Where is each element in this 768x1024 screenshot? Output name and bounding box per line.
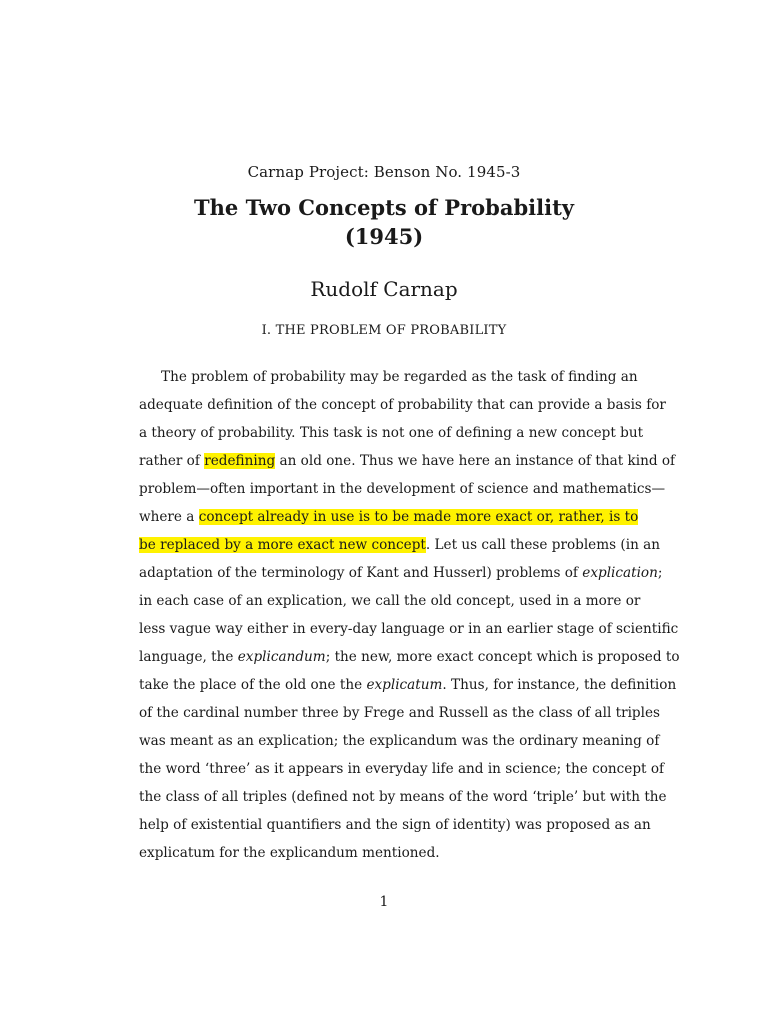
- title-line-2: (1945): [344, 224, 424, 249]
- text-line: [139, 503, 639, 531]
- text-line: adequate definition of the concept of probability that can provide a basis for: [139, 397, 666, 413]
- highlight-annotation[interactable]: concept already in use is to be made more exact or, rather, is to: [198, 509, 639, 525]
- paper-title: [0, 193, 768, 251]
- section-heading: I. THE PROBLEM OF PROBABILITY: [261, 323, 507, 338]
- text-line: was meant as an explication; the explicandum was the ordinary meaning of: [139, 733, 660, 749]
- text-line: [139, 671, 677, 699]
- text-line: in each case of an explication, we call the old concept, used in a more or: [139, 593, 641, 609]
- term-explication: explication: [582, 565, 658, 581]
- text-line: explicatum for the explicandum mentioned.: [139, 845, 440, 861]
- text-line: the word ‘three’ as it appears in everyday life and in science; the concept of: [139, 761, 665, 777]
- highlight-annotation[interactable]: redefining: [204, 453, 276, 469]
- text-line: [139, 531, 660, 559]
- text-line: a theory of probability. This task is not one of defining a new concept but: [139, 425, 644, 441]
- text-line: less vague way either in every-day language or in an earlier stage of scientific: [139, 621, 679, 637]
- page-number: 1: [379, 894, 389, 910]
- text-line: [139, 643, 680, 671]
- text-line: help of existential quantifiers and the sign of identity) was proposed as an: [139, 817, 651, 833]
- text-segment: ;: [657, 565, 663, 581]
- text-line: of the cardinal number three by Frege and Russell as the class of all triples: [139, 705, 660, 721]
- author-name: Rudolf Carnap: [310, 277, 458, 301]
- text-segment: take the place of the old one the: [139, 677, 367, 693]
- text-line: [139, 447, 676, 475]
- text-line: problem—often important in the development of science and mathematics—: [139, 481, 666, 497]
- text-segment: ; the new, more exact concept which is proposed to: [325, 649, 680, 665]
- term-explicatum: explicatum: [366, 677, 443, 693]
- text-line: the class of all triples (defined not by means of the word ‘triple’ but with the: [139, 789, 667, 805]
- highlight-annotation[interactable]: be replaced by a more exact new concept: [139, 537, 426, 553]
- text-segment: language, the: [139, 649, 238, 665]
- term-explicandum: explicandum: [237, 649, 326, 665]
- text-segment: where a: [139, 509, 199, 525]
- text-line: [139, 559, 663, 587]
- text-segment: . Let us call these problems (in an: [425, 537, 660, 553]
- text-line: The problem of probability may be regarded as the task of finding an: [161, 369, 638, 385]
- title-line-1: The Two Concepts of Probability: [194, 195, 574, 220]
- project-reference: Carnap Project: Benson No. 1945-3: [247, 163, 521, 181]
- text-segment: rather of: [139, 453, 205, 469]
- body-paragraph: [139, 363, 680, 867]
- text-segment: adaptation of the terminology of Kant and Husserl) problems of: [139, 565, 583, 581]
- text-segment: . Thus, for instance, the definition: [442, 677, 677, 693]
- text-segment: an old one. Thus we have here an instance of that kind of: [275, 453, 676, 469]
